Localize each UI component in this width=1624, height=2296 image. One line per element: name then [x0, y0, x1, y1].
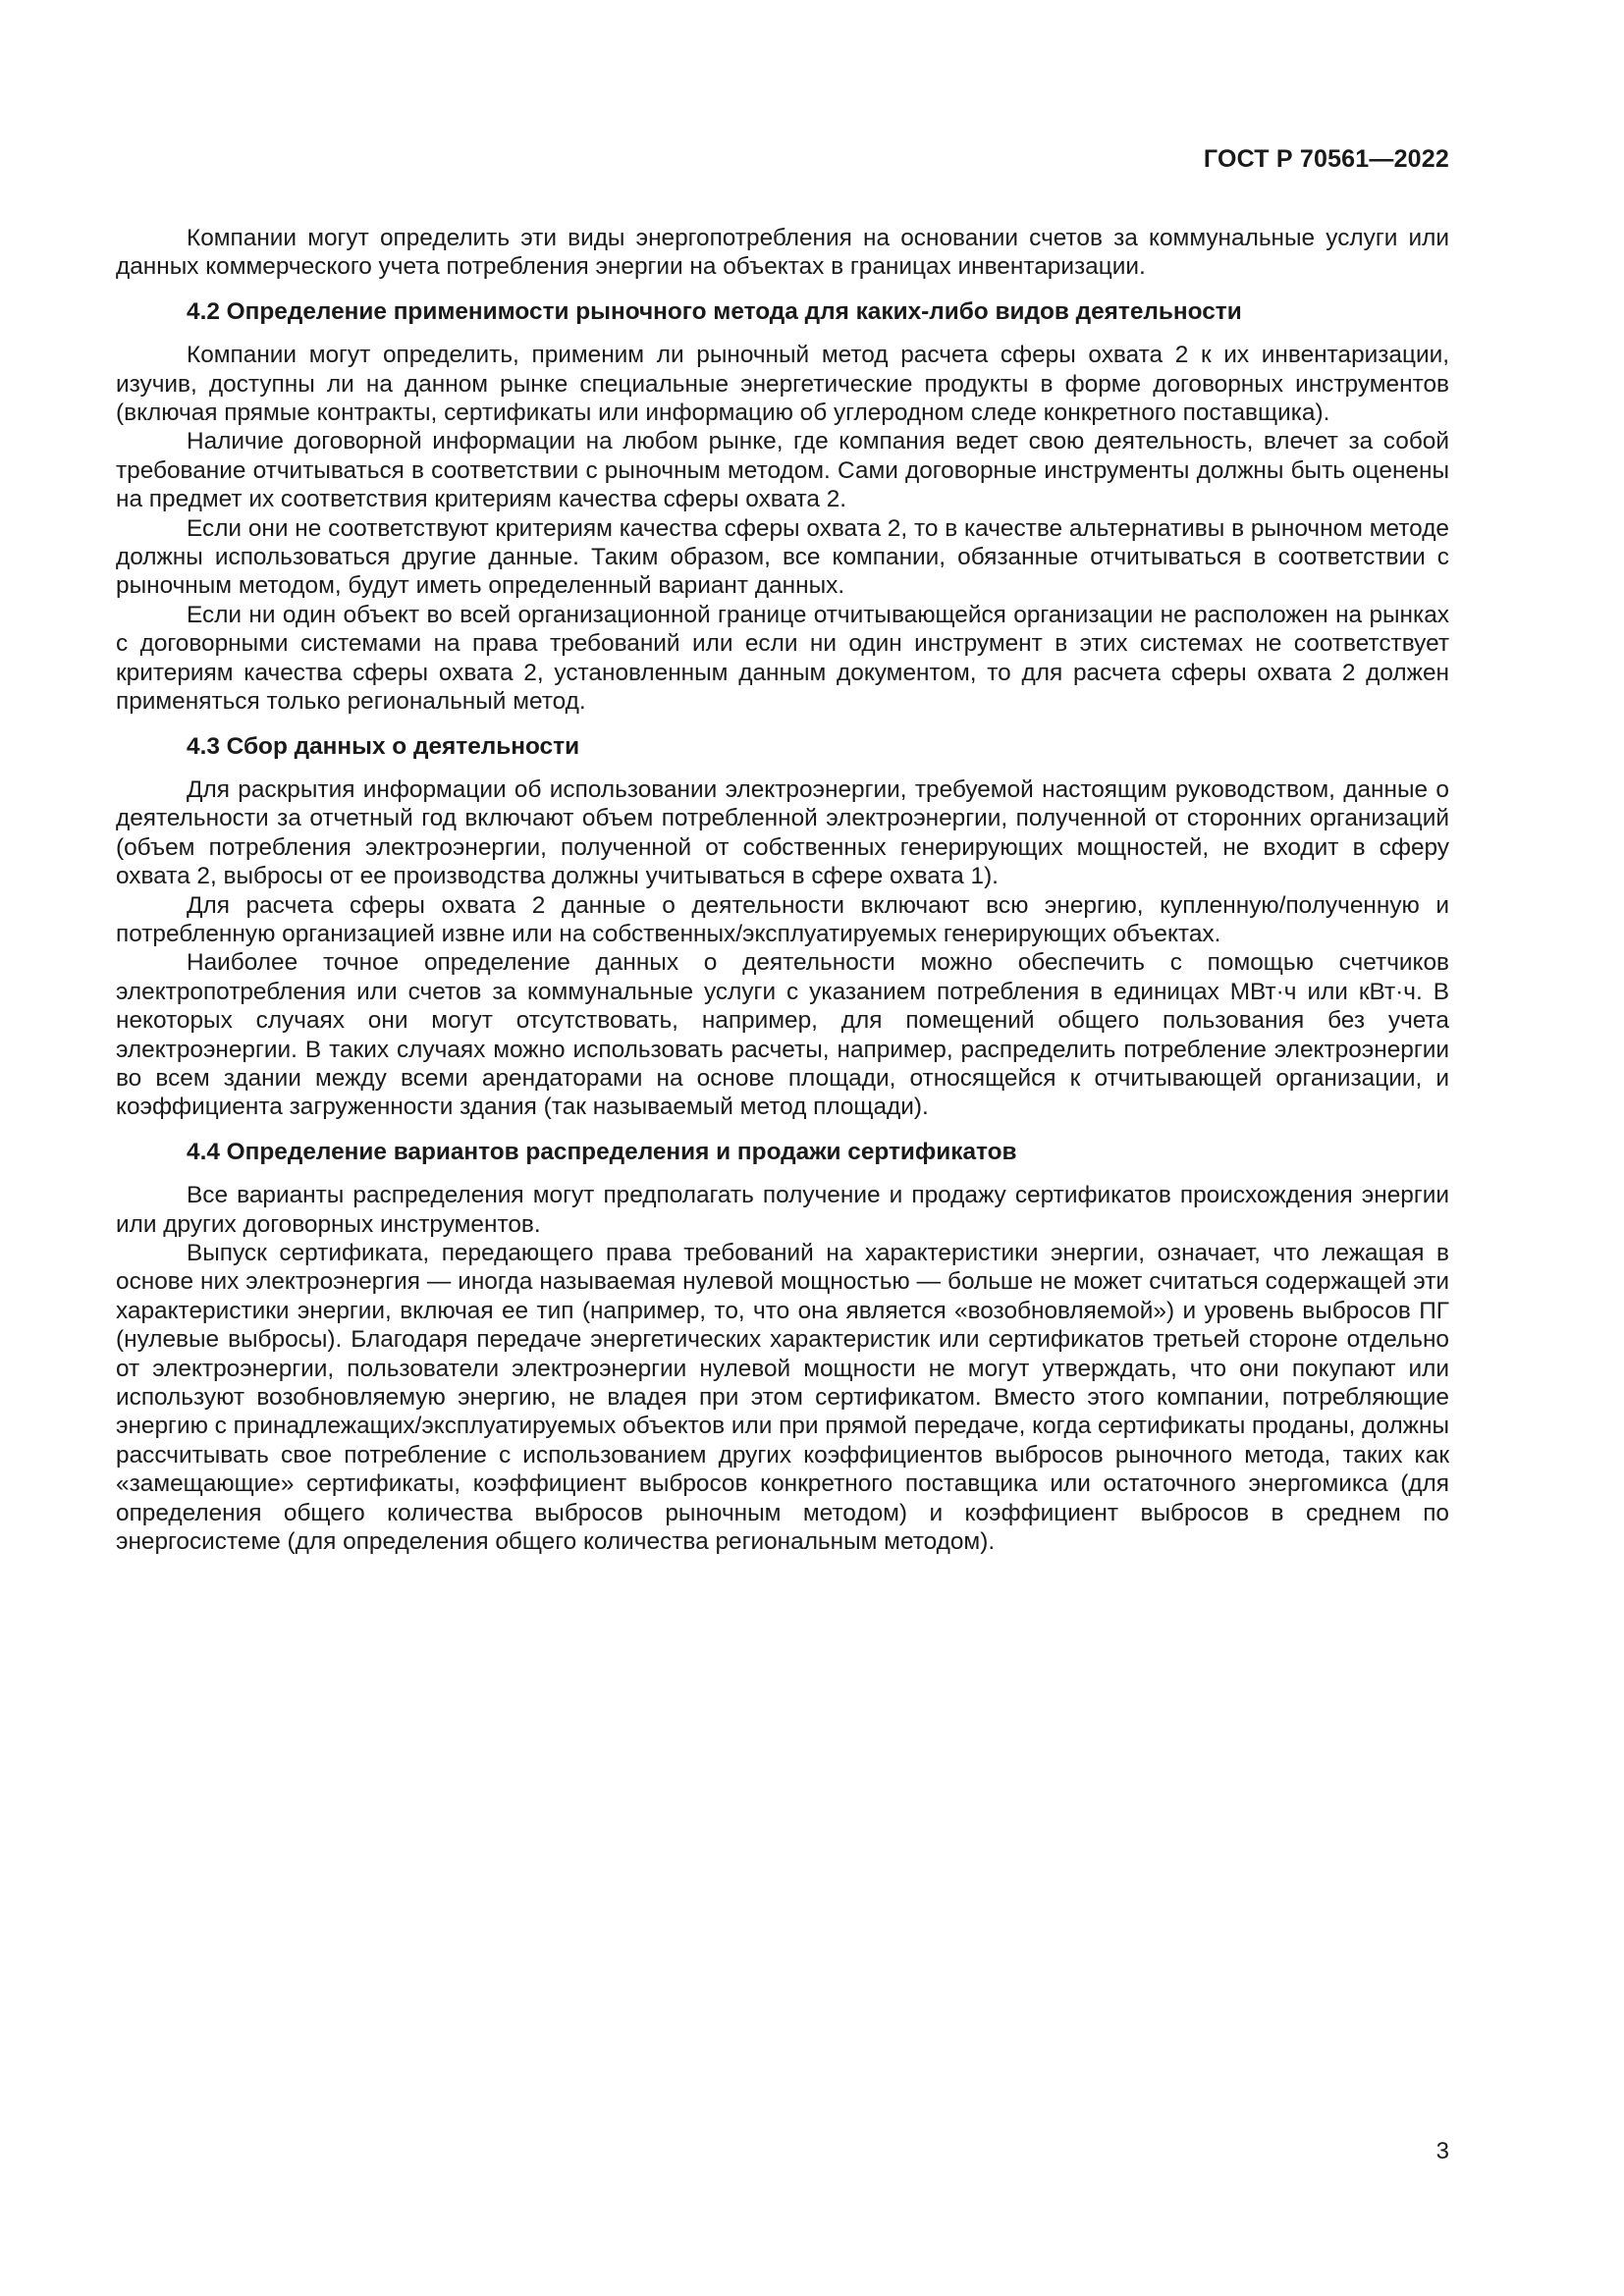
document-page	[116, 0, 1449, 2296]
section-4-2-paragraph-2: Наличие договорной информации на любом рынке, где компания ведет свою деятельность, влечет за собой требование отчитываться в соответствии с рыночным методом. Сами договорные инструменты должны быть оценены на предмет их соответствия критериям качества сферы охвата 2.	[116, 428, 1449, 513]
section-4-2-paragraph-1: Компании могут определить, применим ли рыночный метод расчета сферы охвата 2 к их инвентаризации, изучив, доступны ли на данном рынке специальные энергетические продукты в форме договорных инструментов (включая прямые контракты, сертификаты или информацию об углеродном следе конкретного поставщика).	[116, 342, 1449, 427]
section-4-2-heading: 4.2 Определение применимости рыночного метода для каких-либо видов деятельности	[187, 297, 1242, 325]
document-body	[116, 224, 1449, 1556]
section-4-3-paragraph-3: Наиболее точное определение данных о деятельности можно обеспечить с помощью счетчиков электропотребления или счетов за коммунальные услуги с указанием потребления в единицах МВт·ч или кВт·ч. В некоторых случаях они могут отсутствовать, например, для помещений общего пользования без учета электроэнергии. В таких случаях можно использовать расчеты, например, распределить потребление электроэнергии во всем здании между всеми арендаторами на основе площади, относящейся к отчитывающей организации, и коэффициента загруженности здания (так называемый метод площади).	[116, 949, 1449, 1121]
section-4-4-paragraph-1: Все варианты распределения могут предполагать получение и продажу сертификатов происхождения энергии или других договорных инструментов.	[116, 1182, 1449, 1238]
intro-paragraph: Компании могут определить эти виды энергопотребления на основании счетов за коммунальные услуги или данных коммерческого учета потребления энергии на объектах в границах инвентаризации.	[116, 225, 1449, 281]
section-4-3-heading: 4.3 Сбор данных о деятельности	[187, 732, 580, 760]
section-4-4-heading: 4.4 Определение вариантов распределения и продажи сертификатов	[187, 1138, 1017, 1165]
section-4-2-paragraph-4: Если ни один объект во всей организационной границе отчитывающейся организации не расположен на рынках с договорными системами на права требований или если ни один инструмент в этих системах не соответствует критериям качества сферы охвата 2, установленным данным документом, то для расчета сферы охвата 2 должен применяться только региональный метод.	[116, 601, 1449, 716]
section-4-3-paragraph-2: Для расчета сферы охвата 2 данные о деятельности включают всю энергию, купленную/полученную и потребленную организацией извне или на собственных/эксплуатируемых генерирующих объектах.	[116, 891, 1449, 947]
page-number: 3	[1435, 2138, 1449, 2164]
document-code-header: ГОСТ Р 70561—2022	[1203, 145, 1449, 173]
section-4-3-paragraph-1: Для раскрытия информации об использовании электроэнергии, требуемой настоящим руководством, данные о деятельности за отчетный год включают объем потребленной электроэнергии, полученной от сторонних организаций (объем потребления электроэнергии, полученной от собственных генерирующих мощностей, не входит в сферу охвата 2, выбросы от ее производства должны учитываться в сфере охвата 1).	[116, 775, 1449, 890]
section-4-2-paragraph-3: Если они не соответствуют критериям качества сферы охвата 2, то в качестве альтернативы в рыночном методе должны использоваться другие данные. Таким образом, все компании, обязанные отчитываться в соответствии с рыночным методом, будут иметь определенный вариант данных.	[116, 514, 1449, 600]
section-4-4-paragraph-2: Выпуск сертификата, передающего права требований на характеристики энергии, означает, что лежащая в основе них электроэнергия — иногда называемая нулевой мощностью — больше не может считаться содержащей эти характеристики энергии, включая ее тип (например, то, что она является «возобновляемой») и уровень выбросов ПГ (нулевые выбросы). Благодаря передаче энергетических характеристик или сертификатов третьей стороне отдельно от электроэнергии, пользователи электроэнергии нулевой мощности не могут утверждать, что они покупают или используют возобновляемую энергию, не владея при этом сертификатом. Вместо этого компании, потребляющие энергию с принадлежащих/эксплуатируемых объектов или при прямой передаче, когда сертификаты проданы, должны рассчитывать свое потребление с использованием других коэффициентов выбросов рыночного метода, таких как «замещающие» сертификаты, коэффициент выбросов конкретного поставщика или остаточного энергомикса (для определения общего количества выбросов рыночным методом) и коэффициент выбросов в среднем по энергосистеме (для определения общего количества региональным методом).	[116, 1240, 1449, 1556]
